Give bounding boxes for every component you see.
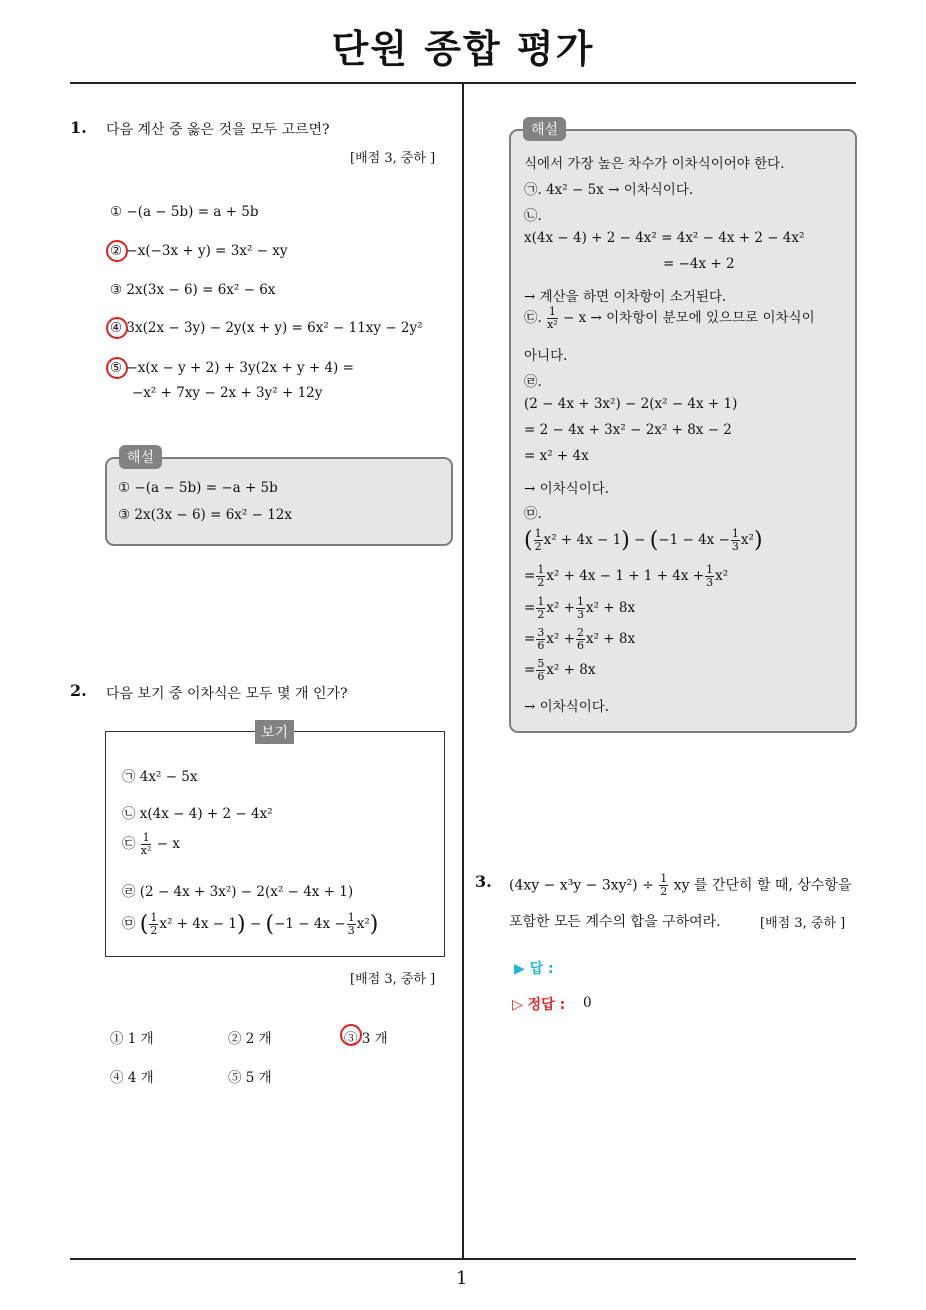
solution-line: = 2 − 4x + 3x² − 2x² + 8x − 2 <box>524 422 732 438</box>
solution-line: 식에서 가장 높은 차수가 이차식이어야 한다. <box>524 156 785 172</box>
answer-circle-mark <box>340 1024 362 1046</box>
answer-circle-mark <box>106 317 128 339</box>
solution-line: = $\frac{3}{6}$ x² + $\frac{2}{6}$ x² + 8x <box>524 626 636 652</box>
q3-score: [배점 3, 중하 ] <box>760 916 846 931</box>
solution-line: ( $\frac{1}{2}$ x² + 4x − 1) − (−1 − 4x − $\frac{1}{3}$ x²) <box>524 527 763 553</box>
q2-option-1[interactable]: ① 1 개 <box>110 1031 154 1047</box>
solution-line: ㉢. $\frac{1}{\text{x²}}$ − x → 이차항이 분모에 있으므로 이차식이 <box>524 305 815 331</box>
solution-line: ㉣. <box>524 374 542 390</box>
q1-score: [배점 3, 중하 ] <box>350 151 436 166</box>
bogi-item-d: ㉣ (2 − 4x + 3x²) − 2(x² − 4x + 1) <box>122 884 354 900</box>
page-number: 1 <box>456 1268 468 1289</box>
q1-explanation-line: ③ 2x(3x − 6) = 6x² − 12x <box>118 507 293 523</box>
q3-number: 3. <box>475 872 492 891</box>
q2-number: 2. <box>70 681 87 700</box>
q1-option-1[interactable]: ① −(a − 5b) = a + 5b <box>110 204 259 220</box>
q1-option-2[interactable]: ② −x(−3x + y) = 3x² − xy <box>110 243 288 259</box>
solution-line: = $\frac{5}{6}$ x² + 8x <box>524 657 596 683</box>
bogi-item-b: ㉡ x(4x − 4) + 2 − 4x² <box>122 806 273 822</box>
q1-number: 1. <box>70 118 87 137</box>
solution-line: = −4x + 2 <box>663 256 735 272</box>
q1-option-4[interactable]: ④ 3x(2x − 3y) − 2y(x + y) = 6x² − 11xy − 2y² <box>110 320 423 336</box>
answer-circle-mark <box>106 240 128 262</box>
q2-option-3[interactable]: ③ 3 개 <box>344 1031 388 1047</box>
column-divider <box>462 83 464 1258</box>
solution-line: → 이차식이다. <box>524 699 610 715</box>
solution-line: = $\frac{1}{2}$ x² + $\frac{1}{3}$ x² + 8x <box>524 595 636 621</box>
bogi-item-c: ㉢ $\frac{1}{\text{x²}}$ − x <box>122 831 180 857</box>
q3-text-continued: 포함한 모든 계수의 합을 구하여라. <box>509 914 721 930</box>
q1-option-5[interactable]: ⑤ −x(x − y + 2) + 3y(2x + y + 4) = <box>110 360 354 376</box>
solution-line: (2 − 4x + 3x²) − 2(x² − 4x + 1) <box>524 396 738 412</box>
q2-option-5[interactable]: ⑤ 5 개 <box>228 1070 272 1086</box>
solution-line: 아니다. <box>524 348 568 364</box>
correct-answer-label: ▷ 정답 : <box>512 997 566 1013</box>
q1-text: 다음 계산 중 옳은 것을 모두 고르면? <box>106 122 330 138</box>
q2-score: [배점 3, 중하 ] <box>350 972 436 987</box>
answer-field-label[interactable]: ▶ 답 : <box>514 961 554 977</box>
solution-line: ㉤. <box>524 506 542 522</box>
solution-line: x(4x − 4) + 2 − 4x² = 4x² − 4x + 2 − 4x² <box>524 230 805 246</box>
q1-explanation-tag: 해설 <box>119 445 162 469</box>
bogi-tag: 보기 <box>255 720 294 744</box>
correct-answer-value: 0 <box>583 995 592 1011</box>
bogi-item-a: ㉠ 4x² − 5x <box>122 769 198 785</box>
solution-line: → 이차식이다. <box>524 481 610 497</box>
q2-option-4[interactable]: ④ 4 개 <box>110 1070 154 1086</box>
q2-text: 다음 보기 중 이차식은 모두 몇 개 인가? <box>106 686 348 702</box>
q1-explanation-line: ① −(a − 5b) = −a + 5b <box>118 480 278 496</box>
q2-explanation-tag: 해설 <box>523 117 566 141</box>
page-title: 단원 종합 평가 <box>331 27 595 71</box>
solution-line: → 계산을 하면 이차항이 소거된다. <box>524 289 727 305</box>
solution-line: ㉠. 4x² − 5x → 이차식이다. <box>524 182 694 198</box>
solution-line: = x² + 4x <box>524 448 589 464</box>
bogi-item-c-label: ㉢ <box>122 836 136 852</box>
footer-rule <box>70 1258 856 1260</box>
bogi-item-e: ㉤ ( $\frac{1}{2}$ x² + 4x − 1) − (−1 − 4x − $\frac{1}{3}$ x²) <box>122 911 379 937</box>
fraction: $\frac{1}{\text{x²}}$ <box>140 831 152 857</box>
solution-line: ㉡. <box>524 208 542 224</box>
q1-option-3[interactable]: ③ 2x(3x − 6) = 6x² − 6x <box>110 282 276 298</box>
q1-option-5-continued: −x² + 7xy − 2x + 3y² + 12y <box>132 385 323 401</box>
q3-text: (4xy − x³y − 3xy²) ÷ $\frac{1}{2}$ xy 를 간단히 할 때, 상수항을 <box>509 872 852 898</box>
answer-circle-mark <box>106 357 128 379</box>
q2-option-2[interactable]: ② 2 개 <box>228 1031 272 1047</box>
q1-explanation-box <box>105 457 453 546</box>
solution-line: = $\frac{1}{2}$ x² + 4x − 1 + 1 + 4x + $\frac{1}{3}$ x² <box>524 563 729 589</box>
